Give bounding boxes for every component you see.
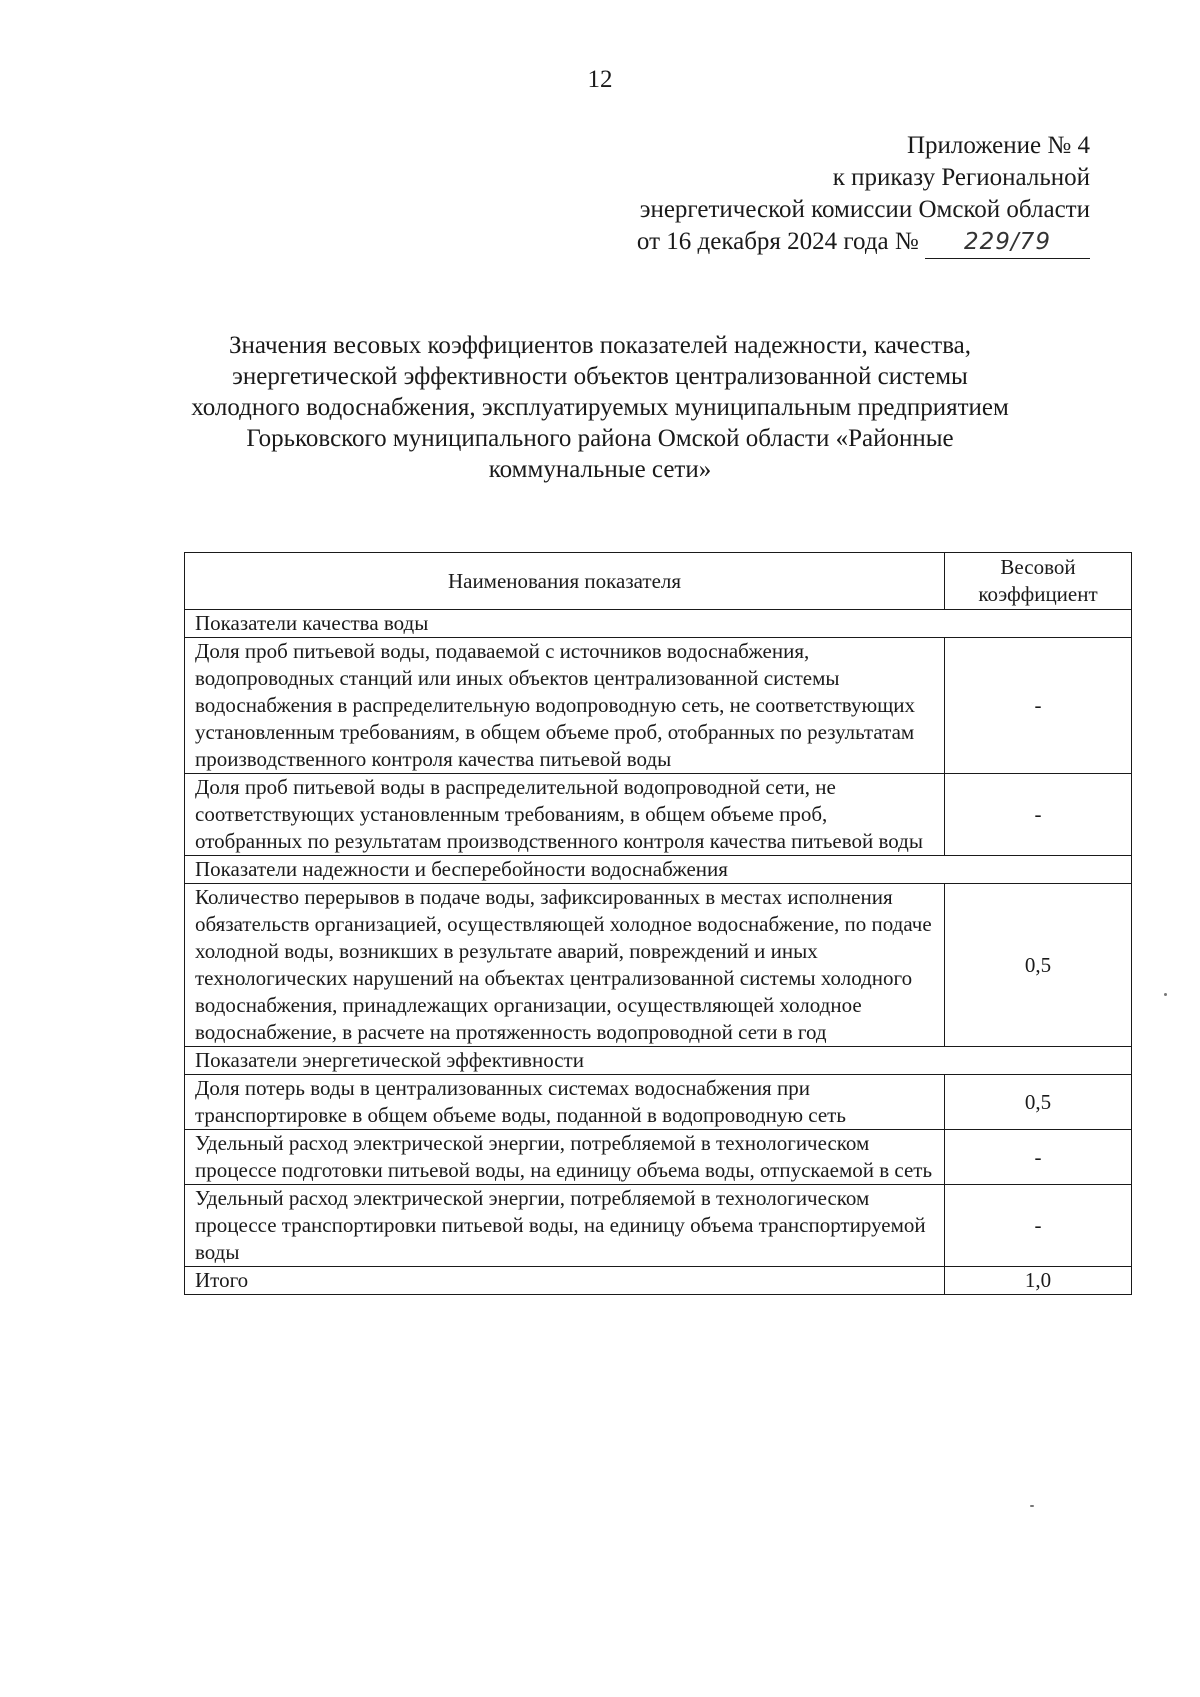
section-row [185, 856, 1132, 884]
scan-speck [1030, 1505, 1034, 1507]
table-row [185, 884, 1132, 1047]
indicator-name: Удельный расход электрической энергии, потребляемой в технологическом процессе подготовки питьевой воды, на единицу объема воды, отпускаемой в сеть [185, 1130, 945, 1185]
annex-commission: энергетической комиссии Омской области [639, 196, 1090, 223]
title-line-3: холодного водоснабжения, эксплуатируемых муниципальным предприятием [191, 394, 1009, 421]
annex-header [637, 130, 1090, 259]
title-line-1: Значения весовых коэффициентов показателей надежности, качества, [228, 332, 972, 359]
indicator-name: Доля проб питьевой воды, подаваемой с источников водоснабжения, водопроводных станций или иных объектов централизованной системы водоснабжения в распределительную водопроводную сеть, не соответствующих установленным требованиям, в общем объеме проб, отобранных по результатам производственного контроля качества питьевой воды [185, 638, 945, 774]
indicator-weight: 0,5 [945, 884, 1132, 1047]
indicator-name: Удельный расход электрической энергии, потребляемой в технологическом процессе транспортировки питьевой воды, на единицу объема транспортируемой воды [185, 1185, 945, 1267]
section-title: Показатели энергетической эффективности [185, 1047, 1132, 1075]
scan-speck [1164, 993, 1167, 996]
table-row [185, 1185, 1132, 1267]
indicator-weight: - [945, 1185, 1132, 1267]
page-number: 12 [587, 66, 613, 93]
indicator-weight: 0,5 [945, 1075, 1132, 1130]
table-row [185, 1075, 1132, 1130]
indicator-name: Количество перерывов в подаче воды, зафиксированных в местах исполнения обязательств организацией, осуществляющей холодное водоснабжение, по подаче холодной воды, возникших в результате аварий, повреждений и иных технологических нарушений на объектах централизованной системы холодного водоснабжения, принадлежащих организации, осуществляющей холодное водоснабжение, в расчете на протяженность водопроводной сети в год [185, 884, 945, 1047]
annex-order-ref: к приказу Региональной [832, 164, 1090, 191]
section-title: Показатели надежности и бесперебойности водоснабжения [185, 856, 1132, 884]
indicator-name: Доля потерь воды в централизованных системах водоснабжения при транспортировке в общем объеме воды, поданной в водопроводную сеть [185, 1075, 945, 1130]
document-title [150, 330, 1050, 485]
indicator-name: Доля проб питьевой воды в распределительной водопроводной сети, не соответствующих установленным требованиям, в общем объеме проб, отобранных по результатам производственного контроля качества питьевой воды [185, 774, 945, 856]
indicator-weight: - [945, 774, 1132, 856]
table-row [185, 1130, 1132, 1185]
annex-date: от 16 декабря 2024 года № [636, 228, 919, 255]
total-weight: 1,0 [945, 1267, 1132, 1295]
section-row [185, 610, 1132, 638]
annex-title: Приложение № 4 [906, 132, 1090, 159]
table-row [185, 774, 1132, 856]
total-row [185, 1267, 1132, 1295]
table-header-row [185, 553, 1132, 610]
header-weight: Весовой коэффициент [945, 553, 1132, 610]
section-title: Показатели качества воды [185, 610, 1132, 638]
header-indicator-name: Наименования показателя [185, 553, 945, 610]
annex-date-line [637, 226, 1090, 259]
title-line-5: коммунальные сети» [488, 456, 712, 483]
total-label: Итого [185, 1267, 945, 1295]
coefficients-table [184, 552, 1132, 1295]
title-line-2: энергетической эффективности объектов централизованной системы [232, 363, 968, 390]
table-row [185, 638, 1132, 774]
title-line-4: Горьковского муниципального района Омской области «Районные [246, 425, 954, 452]
section-row [185, 1047, 1132, 1075]
indicator-weight: - [945, 638, 1132, 774]
order-number-handwritten: 229/79 [925, 226, 1090, 259]
indicator-weight: - [945, 1130, 1132, 1185]
